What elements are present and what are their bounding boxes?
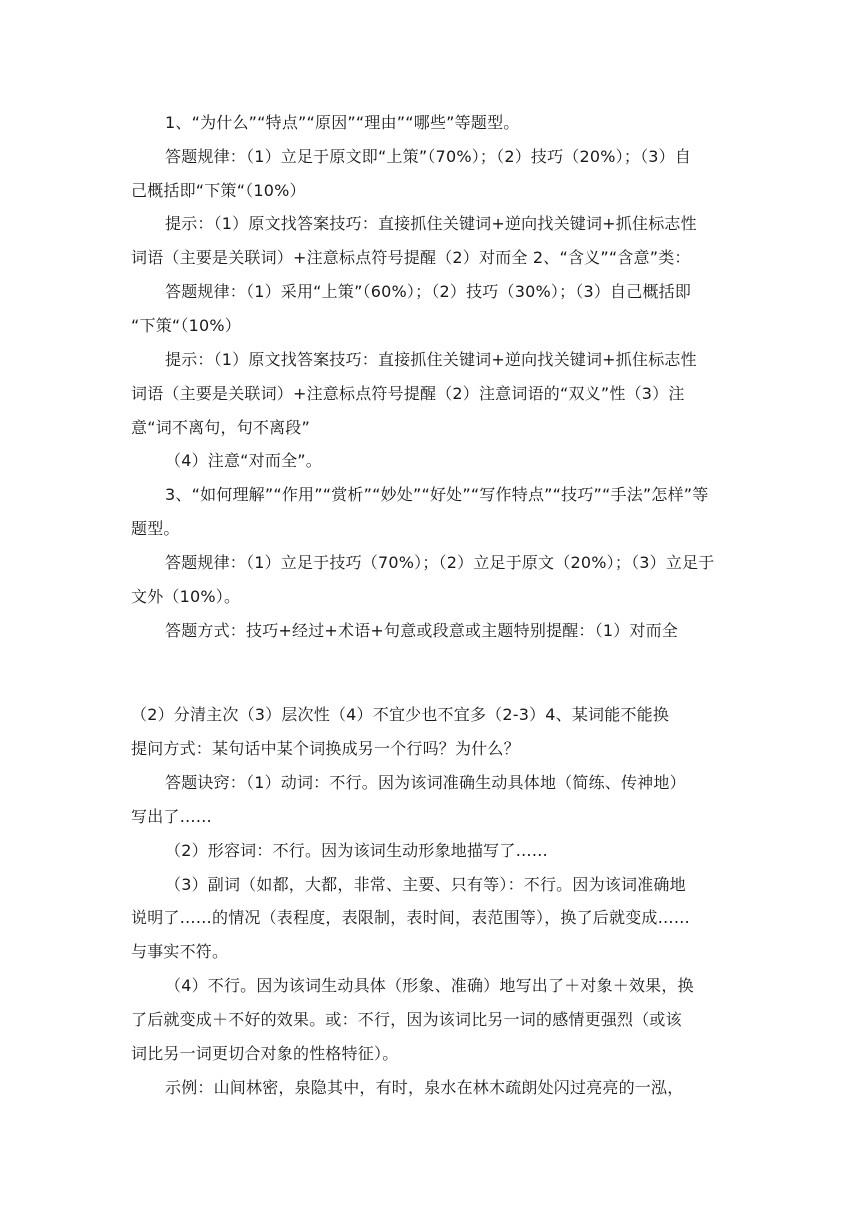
text-line: 3、“如何理解”“作用”“赏析”“妙处”“好处”“写作特点”“技巧”“手法”怎样”等 bbox=[165, 485, 709, 504]
text-line: “下策“（10%） bbox=[131, 316, 241, 335]
text-line: 了后就变成＋不好的效果。或：不行，因为该词比另一词的感情更强烈（或该 bbox=[131, 1010, 682, 1029]
text-line: 答题方式：技巧+经过+术语+句意或段意或主题特别提醒：（1）对而全 bbox=[165, 621, 678, 640]
text-line: 1、“为什么”“特点”“原因”“理由”“哪些”等题型。 bbox=[165, 113, 520, 132]
text-line: 与事实不符。 bbox=[131, 942, 229, 961]
text-line: 词比另一词更切合对象的性格特征）。 bbox=[131, 1044, 399, 1063]
text-line: 己概括即“下策“（10%） bbox=[131, 181, 306, 200]
text-line: 词语（主要是关联词）+注意标点符号提醒（2）注意词语的“双义”性（3）注 bbox=[131, 384, 685, 403]
text-line: 文外（10%）。 bbox=[131, 587, 241, 606]
text-line: 题型。 bbox=[131, 519, 180, 538]
text-line: （4）不行。因为该词生动具体（形象、准确）地写出了＋对象＋效果，换 bbox=[165, 976, 694, 995]
text-line: （4）注意“对而全”。 bbox=[165, 451, 322, 470]
text-line: 答题诀窍：（1）动词：不行。因为该词准确生动具体地（简练、传神地） bbox=[165, 773, 686, 792]
text-line: 提问方式：某句话中某个词换成另一个行吗？为什么？ bbox=[131, 739, 520, 758]
text-line: （2）形容词：不行。因为该词生动形象地描写了…… bbox=[165, 841, 548, 860]
text-line: 词语（主要是关联词）+注意标点符号提醒（2）对而全 2、“含义”“含意”类： bbox=[131, 248, 691, 267]
text-line: 示例：山间林密，泉隐其中，有时，泉水在林木疏朗处闪过亮亮的一泓， bbox=[165, 1078, 684, 1097]
text-line: 说明了……的情况（表程度，表限制，表时间，表范围等），换了后就变成…… bbox=[131, 908, 691, 927]
text-line: 答题规律：（1）采用“上策”（60%）；（2）技巧（30%）；（3）自己概括即 bbox=[165, 282, 692, 301]
text-line: 提示：（1）原文找答案技巧：直接抓住关键词+逆向找关键词+抓住标志性 bbox=[165, 214, 697, 233]
text-line: 写出了…… bbox=[131, 807, 213, 826]
text-line: 意“词不离句，句不离段” bbox=[131, 418, 310, 437]
text-line: （3）副词（如都，大都，非常、主要、只有等）：不行。因为该词准确地 bbox=[165, 875, 686, 894]
text-line: 答题规律：（1）立足于原文即“上策”（70%）；（2）技巧（20%）；（3）自 bbox=[165, 147, 692, 166]
text-line: 提示：（1）原文找答案技巧：直接抓住关键词+逆向找关键词+抓住标志性 bbox=[165, 350, 697, 369]
text-line: 答题规律：（1）立足于技巧（70%）；（2）立足于原文（20%）；（3）立足于 bbox=[165, 553, 715, 572]
text-line: （2）分清主次（3）层次性（4）不宜少也不宜多（2-3）4、某词能不能换 bbox=[131, 705, 670, 724]
